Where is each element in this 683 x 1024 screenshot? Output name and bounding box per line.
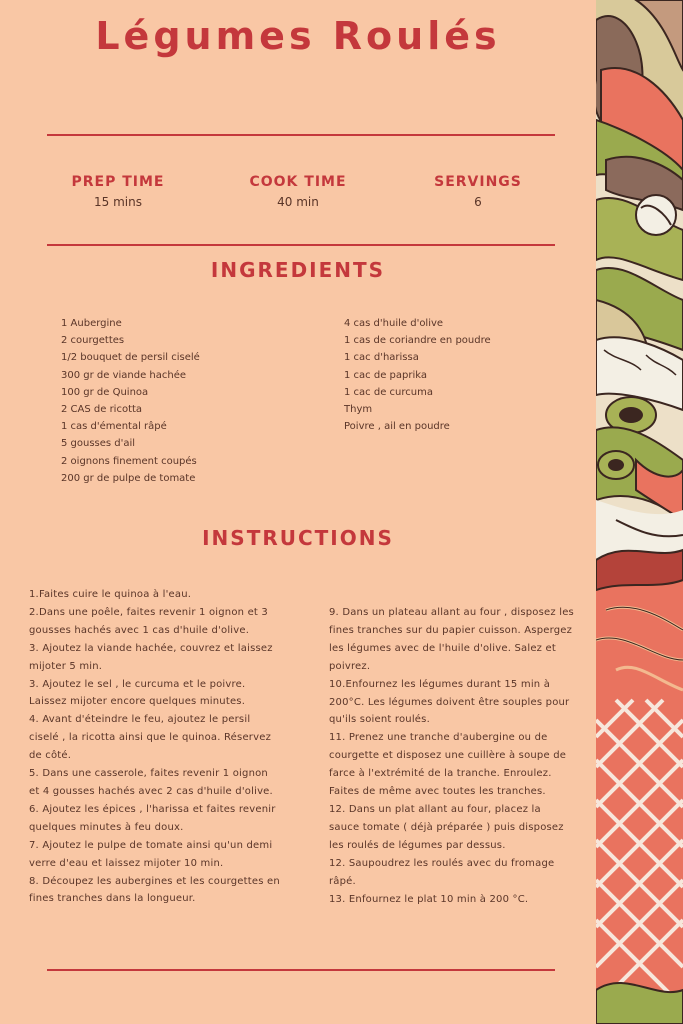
prep-time-label: PREP TIME	[71, 174, 165, 190]
ingredient-item: 5 gousses d'ail	[61, 438, 136, 450]
instruction-step: 3. Ajoutez la viande hachée, couvrez et laissez mijoter 5 min.	[29, 642, 273, 672]
prep-time	[38, 174, 198, 209]
ingredient-item: Poivre , ail en poudre	[344, 421, 450, 433]
ingredients-list-right	[344, 315, 491, 435]
ingredient-item: 1/2 bouquet de persil ciselé	[61, 352, 200, 364]
ingredient-item: 2 courgettes	[61, 335, 125, 347]
ingredient-item: Thym	[344, 404, 373, 416]
ingredient-item: 1 cac d'harissa	[344, 352, 419, 364]
servings-label: SERVINGS	[434, 174, 522, 190]
instruction-step: 4. Avant d'éteindre le feu, ajoutez le persil ciselé , la ricotta ainsi que le quinoa. Réservez de côté.	[29, 714, 272, 762]
divider	[47, 244, 555, 246]
instruction-step: 12. Saupoudrez les roulés avec du fromage râpé.	[329, 857, 555, 887]
ingredient-item: 300 gr de viande hachée	[61, 369, 187, 381]
ingredient-item: 100 gr de Quinoa	[61, 386, 149, 398]
ingredients-heading: INGREDIENTS	[210, 258, 386, 282]
instruction-step: 9. Dans un plateau allant au four , disposez les fines tranches sur du papier cuisson. Aspergez les légumes avec de l'huile d'olive. Salez et poivrez.	[329, 607, 574, 672]
servings	[398, 174, 558, 209]
instruction-step: 6. Ajoutez les épices , l'harissa et faites revenir quelques minutes à feu doux.	[29, 803, 276, 833]
ingredients-list-left	[61, 315, 200, 487]
ingredient-item: 1 cas de coriandre en poudre	[344, 335, 491, 347]
ingredient-item: 2 oignons finement coupés	[61, 455, 197, 467]
instruction-step: 3. Ajoutez le sel , le curcuma et le poivre. Laissez mijoter encore quelques minutes.	[29, 678, 246, 708]
ingredient-item: 4 cas d'huile d'olive	[344, 318, 444, 329]
divider	[47, 134, 555, 136]
instructions-list-right	[329, 604, 574, 908]
instruction-step: 8. Découpez les aubergines et les courgettes en fines tranches dans la longueur.	[29, 875, 280, 905]
instruction-step: 11. Prenez une tranche d'aubergine ou de courgette et disposez une cuillère à soupe de farce à l'extrémité de la tranche. Enroulez. Faites de même avec toutes les tranches.	[329, 732, 567, 798]
ingredient-item: 1 cac de curcuma	[344, 386, 433, 398]
instruction-step: 5. Dans une casserole, faites revenir 1 oignon et 4 gousses hachés avec 2 cas d'huile d'olive.	[29, 768, 273, 797]
decorative-food-illustration	[596, 0, 683, 1024]
ingredient-item: 1 Aubergine	[61, 318, 122, 329]
instruction-step: 7. Ajoutez le pulpe de tomate ainsi qu'un demi verre d'eau et laissez mijoter 10 min.	[29, 839, 273, 869]
instruction-step: 12. Dans un plat allant au four, placez la sauce tomate ( déjà préparée ) puis disposez les roulés de légumes par dessus.	[329, 803, 564, 851]
cook-time	[218, 174, 378, 209]
recipe-title: Légumes Roulés	[95, 14, 501, 58]
ingredient-item: 1 cac de paprika	[344, 369, 427, 381]
ingredient-item: 1 cas d'émental râpé	[61, 421, 167, 433]
ingredient-item: 200 gr de pulpe de tomate	[61, 472, 196, 484]
ingredient-item: 2 CAS de ricotta	[61, 404, 143, 416]
instructions-list-left	[29, 586, 281, 908]
divider	[47, 969, 555, 971]
instruction-step: 2.Dans une poêle, faites revenir 1 oignon et 3 gousses hachés avec 1 cas d'huile d'olive.	[29, 606, 268, 636]
cook-time-label: COOK TIME	[249, 174, 347, 190]
instruction-step: 1.Faites cuire le quinoa à l'eau.	[29, 589, 192, 600]
instruction-step: 10.Enfournez les légumes durant 15 min à 200°C. Les légumes doivent être souples pour qu'ils soient roulés.	[329, 678, 570, 726]
cook-time-value: 40 min	[277, 195, 319, 209]
prep-time-value: 15 mins	[94, 195, 142, 209]
instructions-heading: INSTRUCTIONS	[202, 526, 394, 550]
servings-value: 6	[474, 195, 482, 209]
instruction-step: 13. Enfournez le plat 10 min à 200 °C.	[329, 893, 529, 905]
